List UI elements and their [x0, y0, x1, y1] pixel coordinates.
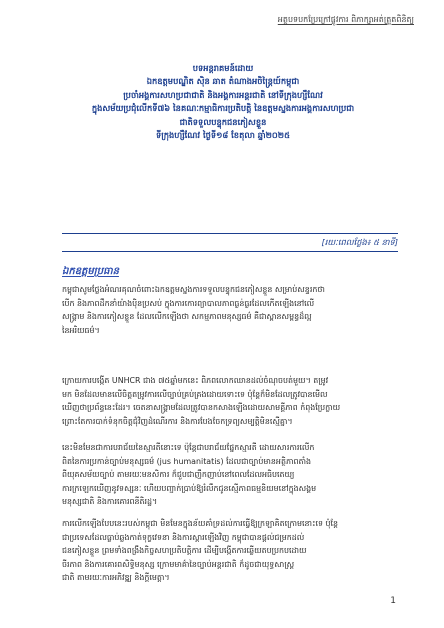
title-line: ឯកឧត្តមបណ្ឌិត ស៊ិន ឆាត តំណាងអចិន្ត្រៃយ៍កម្ពុជា: [146, 76, 300, 87]
divider-bottom: [62, 251, 398, 252]
paragraph-line: បើក និងភាពដឹកនាំយ៉ាងប៉ិនប្រសប់ ក្នុងការកោរព្យាបាលភាពធ្ងន់ធ្ងរដែលកើតឡើងនៅលើ: [62, 298, 315, 308]
paragraph-line: មក មិនដែលមានលើចិត្តតម្រូវការលើច្បាប់គ្រប់គ្រងដោយទោះទេ ប៉ុន្តែក៏មិនដែលត្រូវបានមើល: [62, 389, 328, 399]
speech-duration: [រយៈពេលថ្លែង៖ ៥ នាទី]: [321, 237, 398, 247]
title-line: ប្រចាំអង្គការសហប្រជាជាតិ និងអង្គការអន្តរជាតិ នៅទីក្រុងហ្សឺណែវ: [123, 89, 323, 100]
paragraph-line: សង្គ្រាម និងការភៀសខ្លួន ដែលលើកឡើងថា សកម្មភាពមនុស្សធម៌ គឺជាស្ពានសម្ពន្ធដ៏ល្អ: [62, 312, 312, 321]
paragraph-1: [62, 283, 397, 337]
title-line: ជាតិទទួលបន្ទុកជនភៀសខ្លួន: [179, 116, 267, 127]
paragraph-line: ការក្រឡេកឃើញនូវទស្សនៈ ហើយបញ្ជាក់ប្រាប់ឱ្យរំលឹកជូនស្មើភាពធម្មនិយមនៅក្នុងសង្គម: [62, 483, 317, 493]
paragraph-2: [62, 374, 397, 428]
paragraph-line: កម្ពុជាសូមថ្លែងអំណរគុណចំពោះឯកឧត្តមស្នងការទទួលបន្ទុកជនភៀសខ្លួន សម្រាប់សន្ទរកថា: [62, 285, 325, 294]
paragraph-line: នេះមិនមែនជាការបរាជ័យនៃស្មារតីនោះទេ ប៉ុន្តែជាបរាជ័យផ្នែកស្មារតី ដោយសារការលើក: [62, 443, 315, 452]
paragraph-line: នៃអរិយធម៌។: [62, 325, 100, 335]
title-block: [58, 62, 388, 142]
paragraph-line: ជាតិ តាមរយៈការអភិវឌ្ឍ និងក្តីមេត្តា។: [62, 573, 170, 582]
paragraph-line: ចីរភាព និងការគោរពសិទ្ធិមនុស្ស ក្រោមមាគ៌ានៃច្បាប់អន្តរជាតិ ក៏ដូចជាយុទ្ធសាស្ត្រ: [62, 559, 295, 569]
paragraph-line: ជនភៀសខ្លួន ព្រមទាំងពង្រឹងកិច្ចសហប្រតិបត្តិការ ដើម្បីបង្កើតការឆ្លើយតបប្រកបដោយ: [62, 546, 307, 555]
divider-top: [62, 233, 398, 234]
paragraph-3: [62, 441, 397, 509]
page-number: 1: [390, 596, 396, 606]
paragraph-line: ព្រោះតែការបាក់ទំនុកចិត្តជុំវិញដំណើរការ និងការបែងចែកទ្រព្យសម្បត្តិមិនស្មើគ្នា។: [62, 416, 293, 426]
section-heading: ឯកឧត្តមប្រធាន: [62, 266, 119, 277]
running-head: អត្ថបទបកប្រែក្រៅផ្លូវការ ពិភាក្សាអត់ត្រួតពិនិត្យ: [277, 15, 414, 24]
paragraph-line: ជាប្រទេសដែលធ្លាប់ឆ្លងកាត់ទុក្ខវេទនា និងការស្តារឡើងវិញ កម្ពុជាបានផ្តល់ជម្រកដល់: [62, 532, 305, 542]
paragraph-line: ឃើញថាប្រព័ន្ធនេះដែរ។ ចេតនាសង្គ្រាមដែលត្រូវបានកសាងឡើងដោយសាមគ្គីភាព កំពុងប្រែក្លាយ: [62, 403, 341, 412]
title-line: ទីក្រុងហ្សឺណែវ ថ្ងៃទី១៨ ខែតុលា ឆ្នាំ២០២៥: [156, 130, 290, 141]
paragraph-4: [62, 517, 397, 585]
title-line: បទអន្តរាគមន៍ដោយ: [192, 63, 254, 73]
paragraph-line: ការលើកឡើងបែបនេះរបស់កម្ពុជា មិនមែនក្នុងន័យគាំទ្រដល់ការធ្វើឱ្យក្រឡាគិតក្រោមនោះទេ ប៉ុន្តែ: [62, 519, 339, 528]
paragraph-line: ក្រោយការបង្កើត UNHCR ជាង ៧៥ឆ្នាំមកនេះ ពិភពលោកឈានដល់ចំណុចបត់មួយ។ តម្រូវ: [62, 376, 329, 385]
paragraph-line: ពីយុគសម័យច្បាប់ តាមរយៈមនសិការ ក៏ជួបជាញឹកញាប់នៅពេលដែលអធិបតេយ្យ: [62, 470, 295, 479]
title-line: ក្នុងសម័យប្រជុំលើកទី៧៦ នៃគណៈកម្មាធិការប្រតិបត្តិ នៃឧត្តមស្នងការអង្គការសហប្រជា: [91, 103, 355, 114]
paragraph-line: មនុស្សជាតិ និងការគោរពនីតិរដ្ឋ។: [62, 497, 158, 506]
paragraph-line: ពិតនៃការប្រកាន់ច្បាប់មនុស្សធម៌ (jus humanitatis) ដែលជាច្បាប់មានអត្ថិភាពតាំង: [62, 456, 311, 466]
